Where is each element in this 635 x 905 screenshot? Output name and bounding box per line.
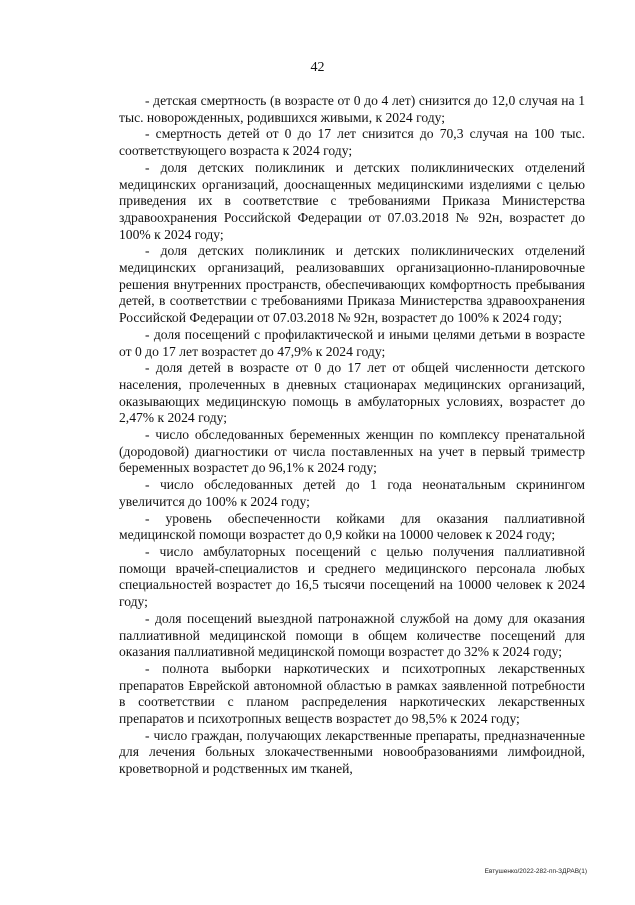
list-item: - детская смертность (в возрасте от 0 до 4 лет) снизится до 12,0 случая на 1 тыс. новорожденных, родившихся живыми, к 2024 году; — [119, 93, 585, 125]
list-item: - доля посещений выездной патронажной службой на дому для оказания паллиативной медицинской помощи в общем количестве посещений для оказания паллиативной медицинской помощи возрастет до 32% к 2024 году; — [119, 610, 585, 660]
list-item: - число обследованных беременных женщин по комплексу пренатальной (дородовой) диагностики от числа поставленных на учет в первый триместр беременных возрастет до 96,1% к 2024 году; — [119, 427, 585, 476]
page-number: 42 — [310, 60, 325, 75]
list-item: - число обследованных детей до 1 года неонатальным скринингом увеличится до 100% к 2024 году; — [119, 477, 585, 509]
list-item: - доля детских поликлиник и детских поликлинических отделений медицинских организаций, дооснащенных медицинскими изделиями с целью приведения их в соответствие с требованиями Приказа Министерства здравоохранения Российской Федерации от 07.03.2018 № 92н, возрастет до 100% к 2024 году; — [119, 159, 585, 242]
document-reference-footer: Евтушенко/2022-282-пп-ЗДРАВ(1) — [484, 868, 587, 875]
list-item: - число граждан, получающих лекарственные препараты, предназначенные для лечения больных злокачественными новообразованиями лимфоидной, кроветворной и родственных им тканей, — [119, 727, 585, 777]
list-item: - число амбулаторных посещений с целью получения паллиативной помощи врачей-специалистов и среднего медицинского персонала любых специальностей возрастет до 16,5 тысячи посещений на 10000 человек к 2024 году; — [119, 543, 585, 610]
list-item: - доля детских поликлиник и детских поликлинических отделений медицинских организаций, реализовавших организационно-планировочные решения внутренних пространств, обеспечивающих комфортность пребывания детей, в соответствии с требованиями Приказа Министерства здравоохранения Российской Федерации от 07.03.2018 № 92н, возрастет до 100% к 2024 году; — [119, 243, 585, 326]
list-item: - смертность детей от 0 до 17 лет снизится до 70,3 случая на 100 тыс. соответствующего возраста к 2024 году; — [119, 126, 585, 159]
document-body — [119, 93, 585, 778]
list-item: - доля детей в возрасте от 0 до 17 лет от общей численности детского населения, пролеченных в дневных стационарах медицинских организаций, оказывающих медицинскую помощь в амбулаторных условиях, возрастет до 2,47% к 2024 году; — [119, 360, 585, 426]
list-item: - уровень обеспеченности койками для оказания паллиативной медицинской помощи возрастет до 0,9 койки на 10000 человек к 2024 году; — [119, 510, 585, 543]
list-item: - полнота выборки наркотических и психотропных лекарственных препаратов Еврейской автономной областью в рамках заявленной потребности в соответствии с планом распределения наркотических лекарственных препаратов и психотропных веществ возрастет до 98,5% к 2024 году; — [119, 660, 585, 727]
list-item: - доля посещений с профилактической и иными целями детьми в возрасте от 0 до 17 лет возрастет до 47,9% к 2024 году; — [119, 326, 585, 359]
